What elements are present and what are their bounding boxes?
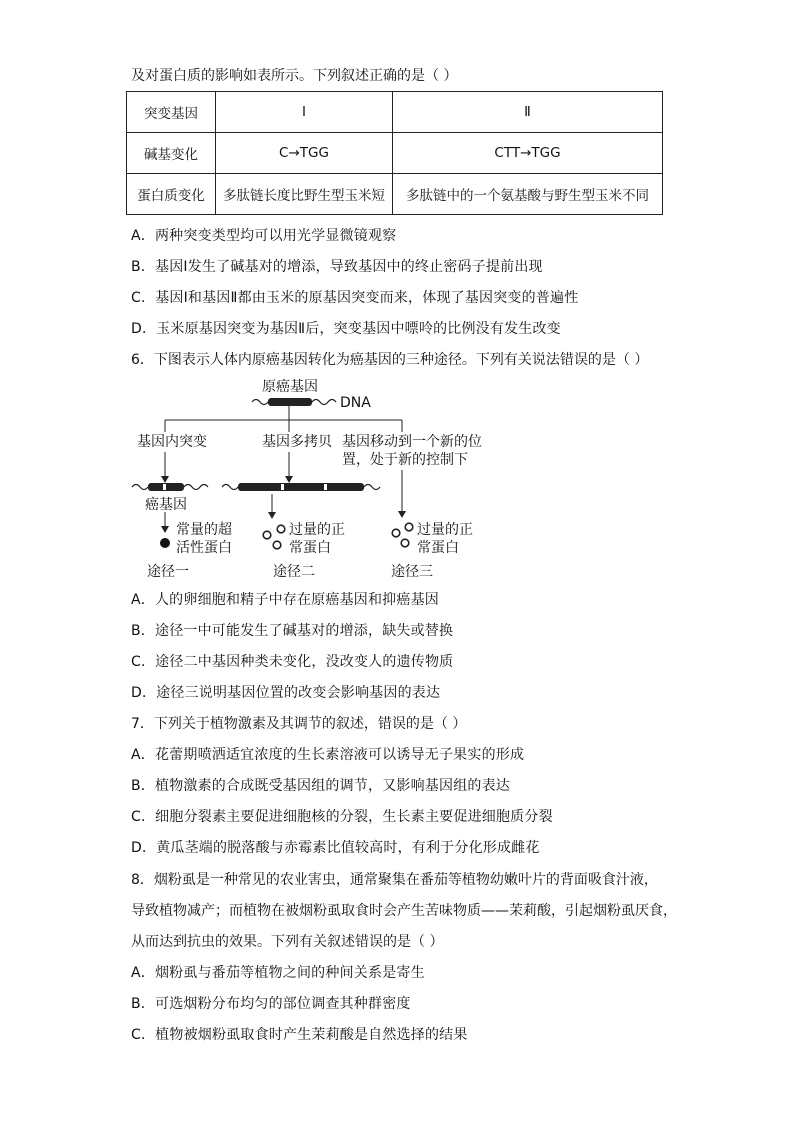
path-2-label: 途径二 (273, 564, 315, 580)
q6-option-c: C．途径二中基因种类未变化，没改变人的遗传物质 (131, 654, 454, 670)
q5-option-a: A．两种突变类型均可以用光学显微镜观察 (131, 228, 397, 244)
normal-protein-dot (263, 531, 271, 539)
table-cell: C→TGG (216, 133, 393, 174)
normal-protein-dot (392, 529, 400, 537)
result-3-line-1: 过量的正 (417, 522, 473, 538)
q5-option-b: B．基因Ⅰ发生了碱基对的增添，导致基因中的终止密码子提前出现 (131, 259, 543, 275)
gene-bar-top (268, 398, 312, 406)
cancer-gene-label: 癌基因 (145, 497, 187, 513)
table-cell: 蛋白质变化 (127, 174, 216, 215)
q7-option-b: B．植物激素的合成既受基因组的调节，又影响基因组的表达 (131, 778, 511, 794)
table-row (127, 133, 663, 174)
normal-protein-dot (273, 541, 281, 549)
result-3-line-2: 常蛋白 (417, 540, 459, 556)
hyperactive-protein-dot (160, 538, 170, 548)
table-cell: CTT→TGG (393, 133, 663, 174)
q5-option-d: D．玉米原基因突变为基因Ⅱ后，突变基因中嘌呤的比例没有发生改变 (131, 321, 561, 337)
table-row (127, 92, 663, 133)
dna-strand-top (252, 400, 268, 405)
q6-option-b: B．途径一中可能发生了碱基对的增添，缺失或替换 (131, 623, 454, 639)
table-row (127, 174, 663, 215)
q7-option-c: C．细胞分裂素主要促进细胞核的分裂，生长素主要促进细胞质分裂 (131, 809, 553, 825)
q8-option-c: C．植物被烟粉虱取食时产生茉莉酸是自然选择的结果 (131, 1027, 468, 1043)
result-1-line-2: 活性蛋白 (176, 540, 232, 556)
result-2-line-1: 过量的正 (289, 522, 345, 538)
dna-strand-middle (222, 485, 238, 490)
normal-protein-dot (277, 525, 285, 533)
branch-3-label-line-2: 置，处于新的控制下 (342, 452, 468, 468)
table-cell: Ⅱ (393, 92, 663, 133)
proto-oncogene-label: 原癌基因 (262, 379, 318, 395)
mutation-table (126, 91, 663, 215)
q7-stem: 7．下列关于植物激素及其调节的叙述，错误的是（ ） (131, 716, 467, 732)
branch-2-label: 基因多拷贝 (262, 434, 332, 450)
result-2-line-2: 常蛋白 (289, 540, 331, 556)
q5-option-c: C．基因Ⅰ和基因Ⅱ都由玉米的原基因突变而来，体现了基因突变的普遍性 (131, 290, 579, 306)
q8-option-b: B．可选烟粉分布均匀的部位调查其种群密度 (131, 996, 411, 1012)
path-1-label: 途径一 (147, 564, 189, 580)
branch-3-label-line-1: 基因移动到一个新的位 (342, 434, 482, 450)
path-3-label: 途径三 (391, 564, 433, 580)
q7-option-a: A．花蕾期喷洒适宜浓度的生长素溶液可以诱导无子果实的形成 (131, 747, 525, 763)
gene-bar-middle (238, 483, 364, 491)
q7-option-d: D．黄瓜茎端的脱落酸与赤霉素比值较高时，有利于分化形成雌花 (131, 840, 540, 856)
result-1-line-1: 常量的超 (176, 522, 232, 538)
table-cell: 多肽链长度比野生型玉米短 (216, 174, 393, 215)
q6-option-d: D．途径三说明基因位置的改变会影响基因的表达 (131, 685, 441, 701)
table-cell: 突变基因 (127, 92, 216, 133)
normal-protein-dot (401, 539, 409, 547)
q8-stem-line-1: 8．烟粉虱是一种常见的农业害虫，通常聚集在番茄等植物幼嫩叶片的背面吸食汁液， (131, 872, 658, 888)
q8-option-a: A．烟粉虱与番茄等植物之间的种间关系是寄生 (131, 965, 425, 981)
q8-stem-line-2: 导致植物减产；而植物在被烟粉虱取食时会产生苦味物质——茉莉酸，引起烟粉虱厌食， (131, 903, 677, 919)
branch-1-label: 基因内突变 (137, 434, 207, 450)
q6-stem: 6．下图表示人体内原癌基因转化为癌基因的三种途径。下列有关说法错误的是（ ） (131, 352, 649, 368)
q6-option-a: A．人的卵细胞和精子中存在原癌基因和抑癌基因 (131, 592, 439, 608)
table-cell: 多肽链中的一个氨基酸与野生型玉米不同 (393, 174, 663, 215)
table-cell: Ⅰ (216, 92, 393, 133)
dna-strand-left (132, 485, 148, 490)
normal-protein-dot (405, 523, 413, 531)
gene-bar-left (148, 483, 184, 491)
dna-label: DNA (340, 395, 371, 411)
intro-line: 及对蛋白质的影响如表所示。下列叙述正确的是（ ） (131, 68, 458, 84)
q8-stem-line-3: 从而达到抗虫的效果。下列有关叙述错误的是（ ） (131, 934, 444, 950)
table-cell: 碱基变化 (127, 133, 216, 174)
